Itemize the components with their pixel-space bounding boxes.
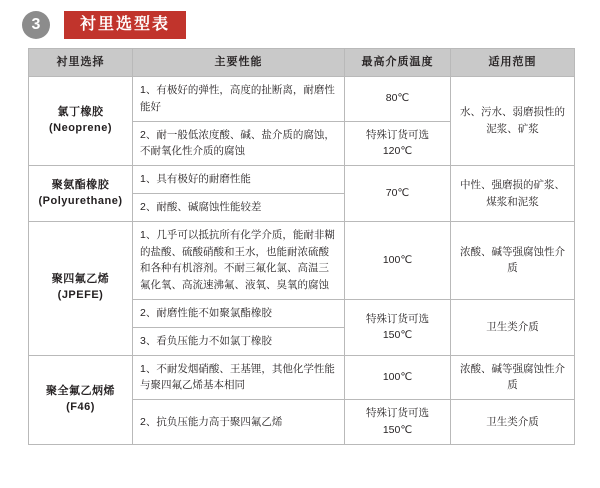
lining-name-cell: [29, 166, 133, 222]
table-body: [29, 77, 575, 445]
temperature-cell: 100℃: [345, 221, 451, 299]
column-header-max-temperature: 最高介质温度: [345, 49, 451, 77]
lining-name-cell: [29, 221, 133, 355]
lining-selection-table-wrap: [28, 48, 574, 445]
scope-cell: 卫生类介质: [451, 400, 575, 445]
performance-cell: 1、有极好的弹性，高度的扯断离，耐磨性能好: [133, 77, 345, 122]
temperature-cell: 特殊订货可选120℃: [345, 121, 451, 166]
page-header: [0, 0, 600, 42]
lining-name-cn: 聚四氟乙烯: [51, 273, 110, 286]
performance-cell: 2、耐磨性能不如聚氯酯橡胶: [133, 300, 345, 328]
lining-name-cn: 聚全氟乙炳烯: [46, 384, 115, 397]
table-row: [29, 355, 575, 400]
performance-cell: 2、抗负压能力高于聚四氟乙烯: [133, 400, 345, 445]
temperature-cell: 特殊订货可选150℃: [345, 300, 451, 356]
lining-selection-table: [28, 48, 575, 445]
performance-cell: 1、具有极好的耐磨性能: [133, 166, 345, 194]
scope-cell: 浓酸、碱等强腐蚀性介质: [451, 221, 575, 299]
performance-cell: 2、耐一般低浓度酸、碱、盐介质的腐蚀，不耐氧化性介质的腐蚀: [133, 121, 345, 166]
lining-name-en: (Neoprene): [48, 122, 113, 135]
table-row: [29, 166, 575, 194]
performance-cell: 3、看负压能力不如氯丁橡胶: [133, 327, 345, 355]
section-number-badge: 3: [22, 11, 50, 39]
temperature-cell: 100℃: [345, 355, 451, 400]
performance-cell: 2、耐酸、碱腐蚀性能较差: [133, 194, 345, 222]
table-header: [29, 49, 575, 77]
table-header-row: [29, 49, 575, 77]
scope-cell: 水、污水、弱磨损性的泥浆、矿浆: [451, 77, 575, 166]
temperature-cell: 80℃: [345, 77, 451, 122]
page-title: 衬里选型表: [64, 11, 186, 40]
scope-cell: 卫生类介质: [451, 300, 575, 356]
column-header-performance: 主要性能: [133, 49, 345, 77]
scope-cell: 中性、强磨损的矿浆、煤浆和泥浆: [451, 166, 575, 222]
table-row: [29, 77, 575, 122]
lining-name-en: (Polyurethane): [38, 194, 123, 207]
temperature-cell: 特殊订货可选150℃: [345, 400, 451, 445]
scope-cell: 浓酸、碱等强腐蚀性介质: [451, 355, 575, 400]
column-header-scope: 适用范围: [451, 49, 575, 77]
performance-cell: 1、不耐发烟硝酸、王基锂，其他化学性能与聚四氟乙烯基本相同: [133, 355, 345, 400]
lining-name-cell: [29, 77, 133, 166]
column-header-lining: 衬里选择: [29, 49, 133, 77]
lining-name-en: (F46): [66, 400, 95, 413]
table-row: [29, 221, 575, 299]
lining-name-cn: 聚氨酯橡胶: [51, 178, 110, 191]
lining-name-cn: 氯丁橡胶: [57, 106, 104, 119]
performance-cell: 1、几乎可以抵抗所有化学介质，能耐非糊的盐酸、硫酸硝酸和王水，也能耐浓硫酸和各种有机溶剂。不耐三氟化氯、高温三氟化氧、高流速沸氟、液氧、臭氧的腐蚀: [133, 221, 345, 299]
temperature-cell: 70℃: [345, 166, 451, 222]
lining-name-cell: [29, 355, 133, 444]
lining-name-en: (JPEFE): [57, 289, 104, 302]
